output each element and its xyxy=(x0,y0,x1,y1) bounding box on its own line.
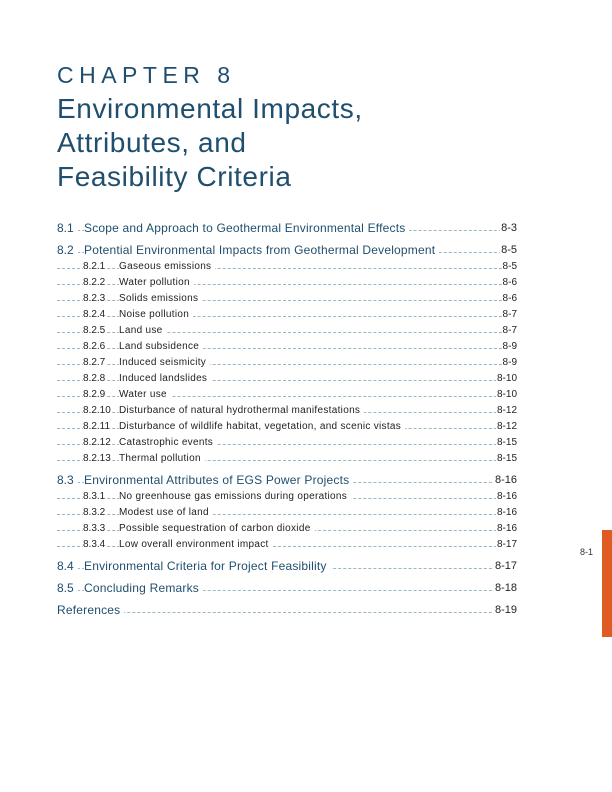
toc-entry-page: 8-17 xyxy=(494,560,517,572)
toc-entry-page: 8-15 xyxy=(496,453,517,464)
toc-entry-page: 8-16 xyxy=(494,474,517,486)
toc-entry-title: Water use xyxy=(119,390,171,400)
toc-entry-title: Noise pollution xyxy=(119,310,193,320)
toc-entry-number: 8.2.13 xyxy=(83,453,111,464)
toc-entry-number: 8.4 xyxy=(57,560,78,572)
toc-entry[interactable] xyxy=(57,216,517,234)
table-of-contents xyxy=(57,212,517,616)
toc-entry-number: 8.3 xyxy=(57,474,78,486)
toc-entry-title: Environmental Attributes of EGS Power Projects xyxy=(84,474,353,486)
toc-entry-number: 8.2.6 xyxy=(83,341,106,352)
toc-entry-number: 8.3.1 xyxy=(83,491,106,502)
chapter-label: CHAPTER 8 xyxy=(57,62,236,88)
toc-entry-page: 8-6 xyxy=(502,293,517,304)
toc-entry[interactable] xyxy=(57,598,517,616)
toc-entry-title: Induced seismicity xyxy=(119,358,210,368)
toc-entry-number: 8.2.5 xyxy=(83,325,106,336)
toc-entry-page: 8-17 xyxy=(496,539,517,550)
toc-entry-number: 8.2.4 xyxy=(83,309,106,320)
page-number: 8-1 xyxy=(580,547,594,557)
toc-entry-title: Land use xyxy=(119,326,167,336)
toc-entry-title: Scope and Approach to Geothermal Environmental Effects xyxy=(84,222,409,234)
toc-entry[interactable] xyxy=(57,502,517,518)
toc-entry[interactable] xyxy=(57,432,517,448)
toc-entry-page: 8-16 xyxy=(496,523,517,534)
toc-entry-number: 8.3.2 xyxy=(83,507,106,518)
toc-entry[interactable] xyxy=(57,518,517,534)
toc-entry-title: Water pollution xyxy=(119,278,194,288)
chapter-title-line: Environmental Impacts, xyxy=(57,93,363,124)
toc-entry[interactable] xyxy=(57,576,517,594)
toc-entry[interactable] xyxy=(57,448,517,464)
toc-entry-title: Land subsidence xyxy=(119,342,203,352)
toc-entry-title: References xyxy=(57,604,124,616)
toc-entry[interactable] xyxy=(57,256,517,272)
toc-entry-title: Disturbance of wildlife habitat, vegetation, and scenic vistas xyxy=(119,422,405,432)
toc-entry-title: Modest use of land xyxy=(119,508,213,518)
toc-entry-number: 8.2.8 xyxy=(83,373,106,384)
toc-entry-page: 8-7 xyxy=(502,325,517,336)
toc-entry-number: 8.2.10 xyxy=(83,405,111,416)
toc-entry-page: 8-5 xyxy=(502,261,517,272)
toc-entry-title: Catastrophic events xyxy=(119,438,217,448)
toc-entry[interactable] xyxy=(57,554,517,572)
toc-entry-title: Solids emissions xyxy=(119,294,202,304)
toc-entry-title: Potential Environmental Impacts from Geothermal Development xyxy=(84,244,439,256)
toc-entry[interactable] xyxy=(57,304,517,320)
toc-entry[interactable] xyxy=(57,320,517,336)
toc-entry-page: 8-12 xyxy=(496,405,517,416)
toc-entry-title: Possible sequestration of carbon dioxide xyxy=(119,524,315,534)
toc-entry[interactable] xyxy=(57,416,517,432)
toc-entry-page: 8-10 xyxy=(496,373,517,384)
toc-entry-page: 8-9 xyxy=(502,357,517,368)
toc-entry-title: Environmental Criteria for Project Feasibility xyxy=(84,560,331,572)
toc-entry-title: Thermal pollution xyxy=(119,454,205,464)
toc-entry-page: 8-5 xyxy=(501,244,517,256)
toc-entry-title: Concluding Remarks xyxy=(84,582,203,594)
toc-entry[interactable] xyxy=(57,384,517,400)
toc-entry-number: 8.2.12 xyxy=(83,437,111,448)
toc-entry-page: 8-6 xyxy=(502,277,517,288)
toc-entry-page: 8-16 xyxy=(496,507,517,518)
chapter-title-line: Attributes, and xyxy=(57,127,247,158)
toc-entry[interactable] xyxy=(57,368,517,384)
toc-entry-page: 8-9 xyxy=(502,341,517,352)
toc-entry-page: 8-15 xyxy=(496,437,517,448)
toc-entry-page: 8-3 xyxy=(501,222,517,234)
toc-entry-number: 8.3.4 xyxy=(83,539,106,550)
toc-entry-number: 8.2.2 xyxy=(83,277,106,288)
toc-entry-page: 8-18 xyxy=(494,582,517,594)
toc-entry-page: 8-7 xyxy=(502,309,517,320)
toc-entry[interactable] xyxy=(57,534,517,550)
toc-entry-title: Disturbance of natural hydrothermal manifestations xyxy=(119,406,364,416)
toc-entry-title: Low overall environment impact xyxy=(119,540,273,550)
toc-entry-number: 8.1 xyxy=(57,222,78,234)
toc-entry-number: 8.2.1 xyxy=(83,261,106,272)
toc-entry-title: Gaseous emissions xyxy=(119,262,215,272)
toc-entry-title: Induced landslides xyxy=(119,374,211,384)
toc-entry-title: No greenhouse gas emissions during operations xyxy=(119,492,351,502)
toc-entry[interactable] xyxy=(57,468,517,486)
toc-entry-number: 8.2.11 xyxy=(83,421,111,432)
toc-entry-page: 8-12 xyxy=(496,421,517,432)
toc-entry-number: 8.3.3 xyxy=(83,523,106,534)
toc-entry-number: 8.2.9 xyxy=(83,389,106,400)
toc-leader-line xyxy=(57,612,517,613)
toc-entry-number: 8.5 xyxy=(57,582,78,594)
chapter-edge-tab xyxy=(602,530,612,637)
toc-entry-page: 8-16 xyxy=(496,491,517,502)
toc-entry[interactable] xyxy=(57,272,517,288)
toc-entry-number: 8.2.7 xyxy=(83,357,106,368)
toc-entry[interactable] xyxy=(57,352,517,368)
toc-entry[interactable] xyxy=(57,336,517,352)
toc-entry[interactable] xyxy=(57,400,517,416)
chapter-title xyxy=(57,92,363,194)
toc-entry-number: 8.2.3 xyxy=(83,293,106,304)
toc-entry-page: 8-19 xyxy=(494,604,517,616)
chapter-title-line: Feasibility Criteria xyxy=(57,161,292,192)
toc-entry-number: 8.2 xyxy=(57,244,78,256)
toc-entry[interactable] xyxy=(57,486,517,502)
toc-entry-page: 8-10 xyxy=(496,389,517,400)
toc-entry[interactable] xyxy=(57,238,517,256)
toc-entry[interactable] xyxy=(57,288,517,304)
